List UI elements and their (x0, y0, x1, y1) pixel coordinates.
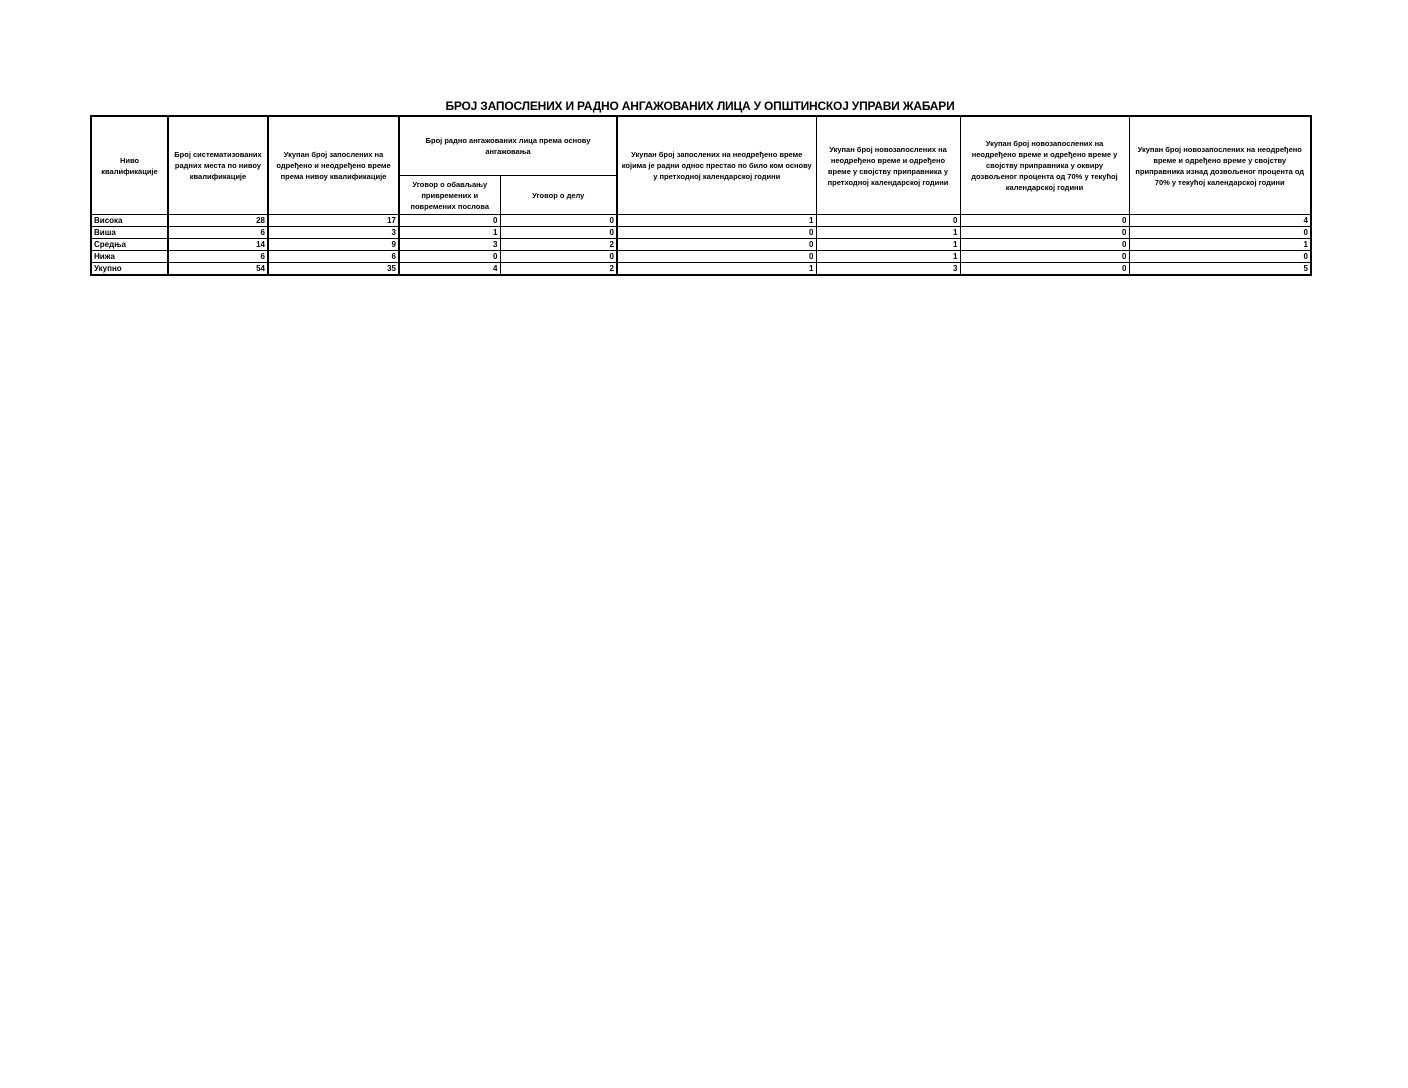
cell-new-70: 0 (960, 251, 1129, 263)
header-new-within-70: Укупан број новозапослених на неодређено време и одређено време у својству приправника у оквиру дозвољеног процента од 70% у текућој календарској години (960, 116, 1129, 215)
cell-new-prev: 3 (816, 263, 960, 276)
cell-ended: 1 (617, 263, 816, 276)
cell-temp: 0 (399, 251, 500, 263)
table-row (91, 215, 1311, 227)
cell-positions: 28 (168, 215, 268, 227)
cell-contract: 0 (500, 227, 617, 239)
cell-temp: 4 (399, 263, 500, 276)
cell-temp: 0 (399, 215, 500, 227)
cell-employed: 17 (268, 215, 399, 227)
header-engaged-temp: Уговор о обављању привремених и повремених послова (399, 176, 500, 215)
header-employed-total: Укупан број запослених на одређено и неодређено време према нивоу квалификације (268, 116, 399, 215)
cell-employed: 9 (268, 239, 399, 251)
header-new-above-70: Укупан број новозапослених на неодређено време и одређено време у својству приправника изнад дозвољеног процента од 70% у текућој календарској години (1129, 116, 1311, 215)
cell-new-prev: 1 (816, 251, 960, 263)
table-row (91, 251, 1311, 263)
cell-new-70: 0 (960, 239, 1129, 251)
cell-ended: 0 (617, 251, 816, 263)
cell-contract: 2 (500, 239, 617, 251)
employees-table (90, 115, 1312, 276)
cell-new-70: 0 (960, 263, 1129, 276)
header-indefinite-ended: Укупан број запослених на неодређено време којима је радни однос престао по било ком основу у претходној календарској години (617, 116, 816, 215)
cell-positions: 54 (168, 263, 268, 276)
table-row (91, 239, 1311, 251)
cell-level: Виша (91, 227, 168, 239)
page-title: БРОЈ ЗАПОСЛЕНИХ И РАДНО АНГАЖОВАНИХ ЛИЦА У ОПШТИНСКОЈ УПРАВИ ЖАБАРИ (445, 99, 955, 113)
cell-employed: 6 (268, 251, 399, 263)
cell-ended: 0 (617, 227, 816, 239)
cell-new-above: 1 (1129, 239, 1311, 251)
cell-level: Нижа (91, 251, 168, 263)
table-row-total (91, 263, 1311, 276)
cell-contract: 0 (500, 251, 617, 263)
header-level: Ниво квалификације (91, 116, 168, 215)
cell-positions: 14 (168, 239, 268, 251)
cell-new-above: 0 (1129, 251, 1311, 263)
cell-new-above: 4 (1129, 215, 1311, 227)
cell-new-prev: 0 (816, 215, 960, 227)
cell-contract: 2 (500, 263, 617, 276)
header-engaged-contract: Уговор о делу (500, 176, 617, 215)
table-row (91, 227, 1311, 239)
cell-level: Висока (91, 215, 168, 227)
cell-new-above: 0 (1129, 227, 1311, 239)
cell-new-70: 0 (960, 227, 1129, 239)
header-new-prev-year: Укупан број новозапослених на неодређено време и одређено време у својству приправника у претходној календарској години (816, 116, 960, 215)
cell-ended: 1 (617, 215, 816, 227)
header-positions: Број систематизованих радних места по нивоу квалификације (168, 116, 268, 215)
cell-new-prev: 1 (816, 239, 960, 251)
cell-new-above: 5 (1129, 263, 1311, 276)
table-body (91, 215, 1311, 276)
cell-level: Средња (91, 239, 168, 251)
cell-positions: 6 (168, 251, 268, 263)
cell-new-prev: 1 (816, 227, 960, 239)
cell-level: Укупно (91, 263, 168, 276)
cell-new-70: 0 (960, 215, 1129, 227)
cell-temp: 1 (399, 227, 500, 239)
cell-contract: 0 (500, 215, 617, 227)
header-engaged-group: Број радно ангажованих лица према основу ангажовања (399, 116, 617, 176)
table-header (91, 116, 1311, 215)
cell-employed: 35 (268, 263, 399, 276)
cell-temp: 3 (399, 239, 500, 251)
cell-employed: 3 (268, 227, 399, 239)
cell-ended: 0 (617, 239, 816, 251)
cell-positions: 6 (168, 227, 268, 239)
